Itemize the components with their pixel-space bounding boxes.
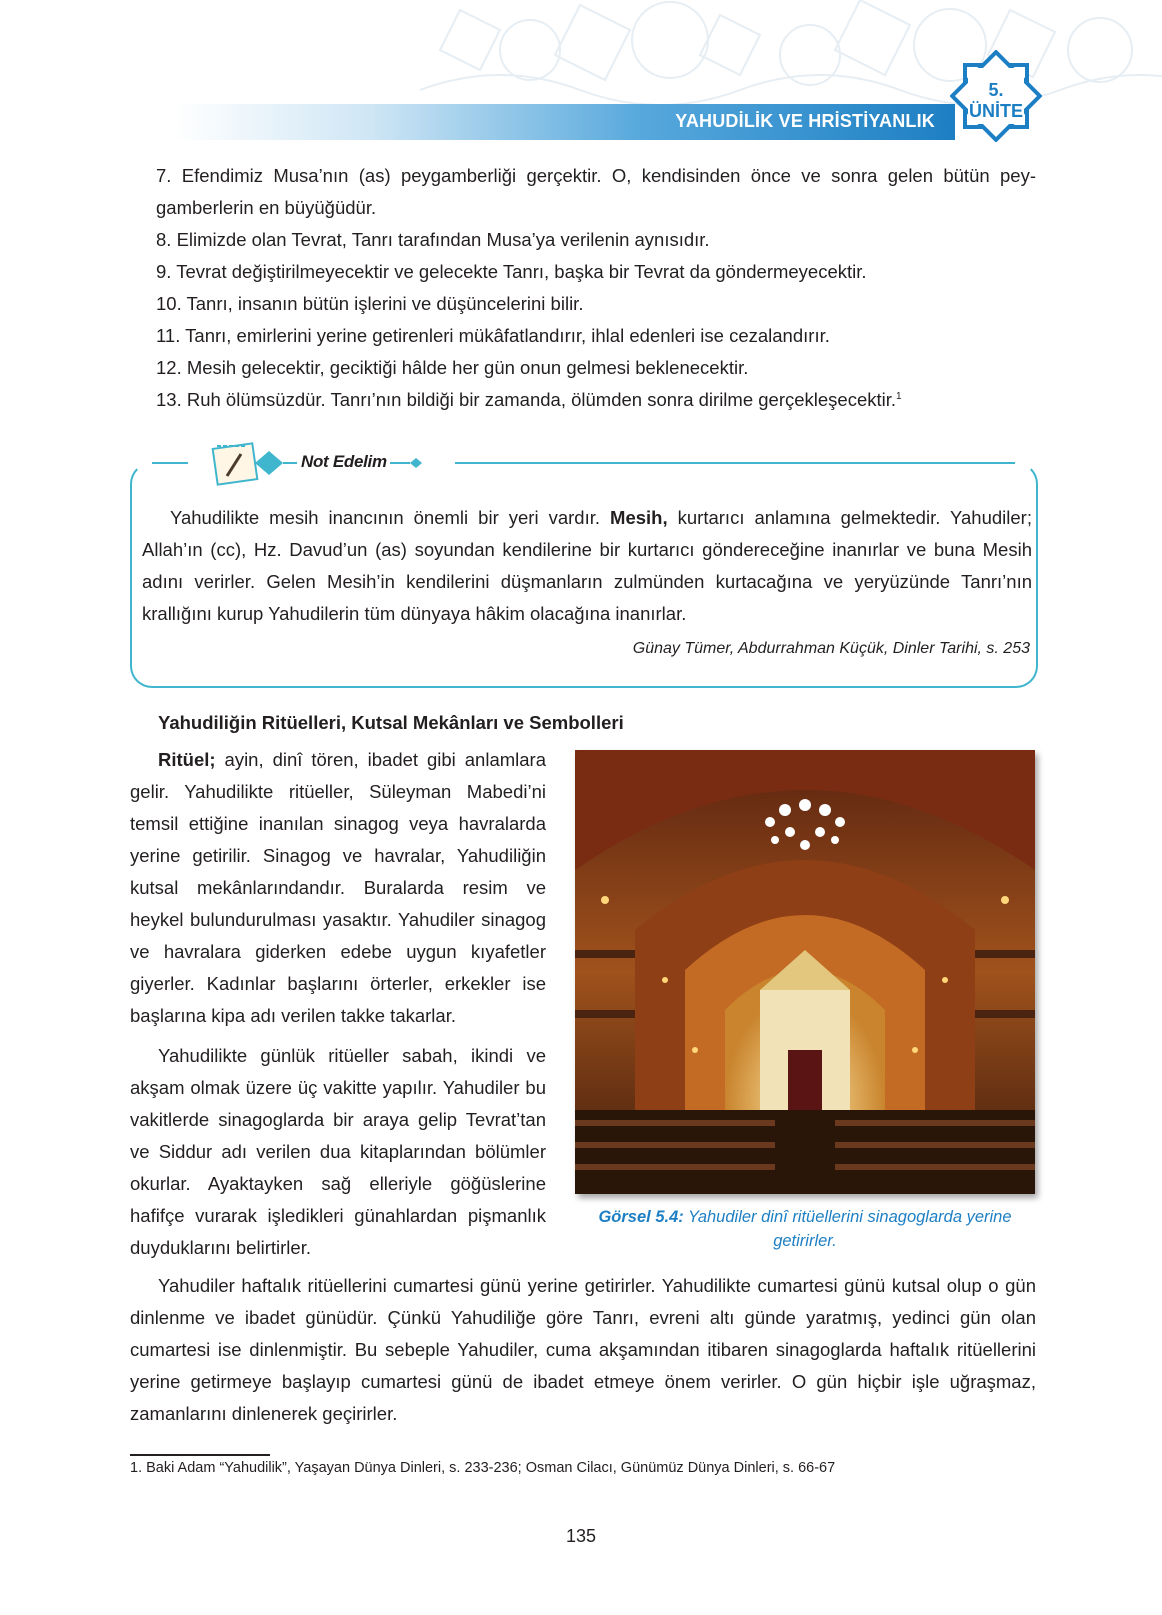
unit-label: ÜNİTE: [969, 101, 1023, 121]
paragraph: Yahudiler haftalık ritüellerini cumartesi günü yerine getirirler. Yahudilikte cumartesi günü kutsal olup o gün dinlenme ve ibadet günüdür. Çünkü Yahudiliğe göre Tanrı, evreni altı günde yaratmış, yedinci gün olan cumartesi ise dinlenmiştir. Bu sebeple Yahudiler, cuma akşamından itibaren sinagoglarda haftalık ritüellerini yerine getirmeye başlayıp cumartesi günü de ibadet etmeye önem verirler. O gün hiçbir işle uğraşmaz, zamanlarını dinlenerek geçirirler.: [130, 1275, 1036, 1424]
weekly-rituals-paragraph-block: [130, 1270, 1036, 1430]
beliefs-list: [156, 160, 1036, 416]
note-body: [142, 502, 1032, 630]
footnote-divider: [130, 1454, 270, 1456]
notepad-icon: [213, 443, 258, 484]
synagogue-interior-image: [575, 750, 1035, 1194]
section-title: Yahudiliğin Ritüelleri, Kutsal Mekânları ve Sembolleri: [158, 712, 624, 733]
unit-number: 5.: [988, 80, 1004, 100]
note-title: Not Edelim: [301, 452, 387, 471]
list-item: 7. Efendimiz Musa’nın (as) peygamberliği gerçektir. O, kendisinden önce ve sonra gelen bütün peygamberlerin en büyüğüdür.: [156, 165, 1036, 218]
list-item: 13. Ruh ölümsüzdür. Tanrı’nın bildiği bir zamanda, ölümden sonra dirilme gerçekleşecektir.$^1$: [156, 389, 902, 410]
list-item: 12. Mesih gelecektir, geciktiği hâlde her gün onun gelmesi beklenecektir.: [156, 357, 749, 378]
list-item: 9. Tevrat değiştirilmeyecektir ve gelecekte Tanrı, başka bir Tevrat da göndermeyecektir.: [156, 261, 867, 282]
list-item: 8. Elimizde olan Tevrat, Tanrı tarafından Musa’ya verilenin aynısıdır.: [156, 229, 710, 250]
note-paragraph: Yahudilikte mesih inancının önemli bir yeri vardır. Mesih, kurtarıcı anlamına gelmektedir. Yahudiler; Allah’ın (cc), Hz. Davud’un (as) soyundan kendilerine bir kurtarıcı göndereceğine inanırlar ve buna Mesih adını verirler. Gelen Mesih’in kendilerini düşmanların zulmünden kurtacağına ve yeryüzünde Tanrı’nın krallığını kurup Yahudilerin tüm dünyaya hâkim olacağına inanırlar.: [142, 507, 1032, 624]
footnote-ref: 1: [896, 390, 902, 402]
paragraph: Ritüel; ayin, dinî tören, ibadet gibi anlamlara gelir. Yahudilikte ritüeller, Süleyman Mabedi’ni temsil ettiğine inanılan sinagog veya havralarda yerine getirilir. Sinagog ve havralar, Yahudiliğin kutsal mekânlarındandır. Buralarda resim ve heykel bulundurulması yasaktır. Yahudiler sinagog ve havralara giderken edebe uygun kıyafetler giyerler. Kadınlar başlarını örterler, erkekler ise başlarına kipa adı verilen takke takarlar.: [130, 749, 546, 1026]
figure-label: Görsel 5.4:: [598, 1208, 684, 1226]
unit-number-badge: [950, 80, 1042, 122]
note-bold-term: Mesih,: [610, 507, 668, 528]
footnote: 1. Baki Adam “Yahudilik”, Yaşayan Dünya Dinleri, s. 233-236; Osman Cilacı, Günümüz Dünya Dinleri, s. 66-67: [130, 1460, 836, 1476]
figure-caption: Görsel 5.4: Yahudiler dinî ritüellerini sinagoglarda yerine getirirler.: [598, 1208, 1012, 1250]
list-item: 11. Tanrı, emirlerini yerine getirenleri mükâfatlandırır, ihlal edenleri ise cezalandırır.: [156, 325, 830, 346]
page-number: 135: [565, 1526, 597, 1546]
section-text-column: [130, 744, 546, 1264]
paragraph: Yahudilikte günlük ritüeller sabah, ikindi ve akşam olmak üzere üç vakitte yapılır. Yahudiler bu vakitlerde sinagoglarda bir araya gelip Tevrat’tan ve Siddur adı verilen dua kitaplarından bölümler okurlar. Ayaktayken sağ elleriyle göğüslerine hafifçe vurarak işledikleri günahlardan pişmanlık duyduklarını belirtirler.: [130, 1045, 546, 1258]
note-divider: [450, 462, 1015, 464]
bold-term: Ritüel;: [158, 749, 216, 770]
unit-title: YAHUDİLİK VE HRİSTİYANLIK: [675, 111, 935, 131]
note-source: Günay Tümer, Abdurrahman Küçük, Dinler Tarihi, s. 253: [632, 640, 1030, 657]
note-divider: [152, 462, 188, 464]
list-item: 10. Tanrı, insanın bütün işlerini ve düşüncelerini bilir.: [156, 293, 584, 314]
unit-header-band: [175, 104, 955, 140]
